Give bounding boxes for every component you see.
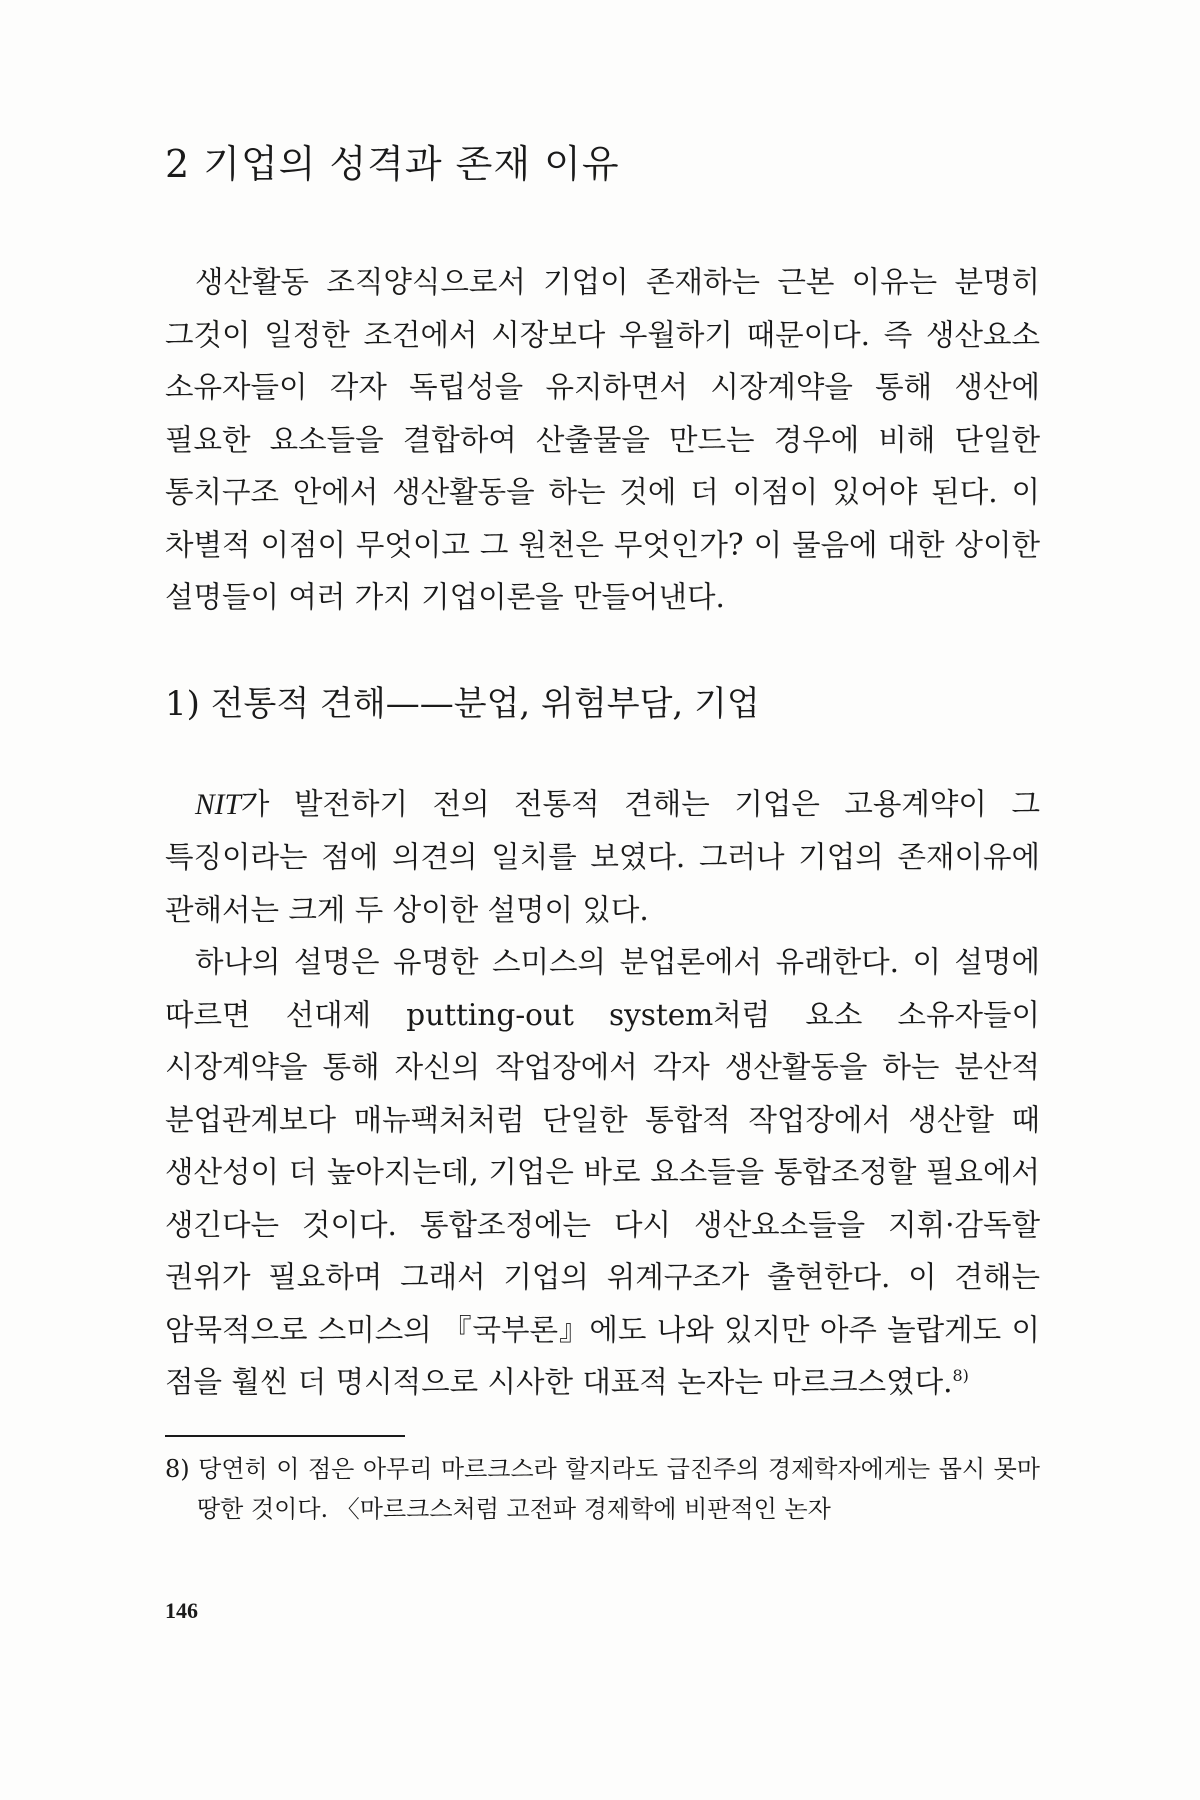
page-number: 146 [165,1598,198,1623]
footnote-reference: 8) [952,1366,969,1386]
term-nit: NIT [195,788,241,821]
paragraph-division-of-labor-text: 하나의 설명은 유명한 스미스의 분업론에서 유래한다. 이 설명에 따르면 선대제 putting-out system처럼 요소 소유자들이 시장계약을 통해 자신의 작업장에서 각자 생산활동을 하는 분산적 분업관계보다 매뉴팩처처럼 단일한 통합적 작업장에서 생산할 때 생산성이 더 높아지는데, 기업은 바로 요소들을 통합조정할 필요에서 생긴다는 것이다. 통합조정에는 다시 생산요소들을 지휘·감독할 권위가 필요하며 그래서 기업의 위계구조가 출현한다. 이 견해는 암묵적으로 스미스의 『국부론』에도 나와 있지만 아주 놀랍게도 이 점을 훨씬 더 명시적으로 시사한 대표적 논자는 마르크스였다. [165,945,1040,1399]
paragraph-intro: 생산활동 조직양식으로서 기업이 존재하는 근본 이유는 분명히 그것이 일정한 조건에서 시장보다 우월하기 때문이다. 즉 생산요소 소유자들이 각자 독립성을 유지하면서 시장계약을 통해 생산에 필요한 요소들을 결합하여 산출물을 만드는 경우에 비해 단일한 통치구조 안에서 생산활동을 하는 것에 더 이점이 있어야 된다. 이 차별적 이점이 무엇이고 그 원천은 무엇인가? 이 물음에 대한 상이한 설명들이 여러 가지 기업이론을 만들어낸다. [165,265,1040,614]
paragraph-division-of-labor [165,936,1040,1409]
page-content [165,140,1040,1529]
paragraph-traditional-view-text: 가 발전하기 전의 전통적 견해는 기업은 고용계약이 그 특징이라는 점에 의견의 일치를 보였다. 그러나 기업의 존재이유에 관해서는 크게 두 상이한 설명이 있다. [165,786,1040,927]
footnote-divider [165,1435,405,1437]
subsection-title: 1) 전통적 견해——분업, 위험부담, 기업 [165,683,760,724]
section-title: 2 기업의 성격과 존재 이유 [165,142,620,186]
paragraph-traditional-view [165,778,1040,937]
footnote-8: 8) 당연히 이 점은 아무리 마르크스라 할지라도 급진주의 경제학자에게는 몹시 못마땅한 것이다. 〈마르크스처럼 고전파 경제학에 비판적인 논자 [165,1454,1040,1523]
